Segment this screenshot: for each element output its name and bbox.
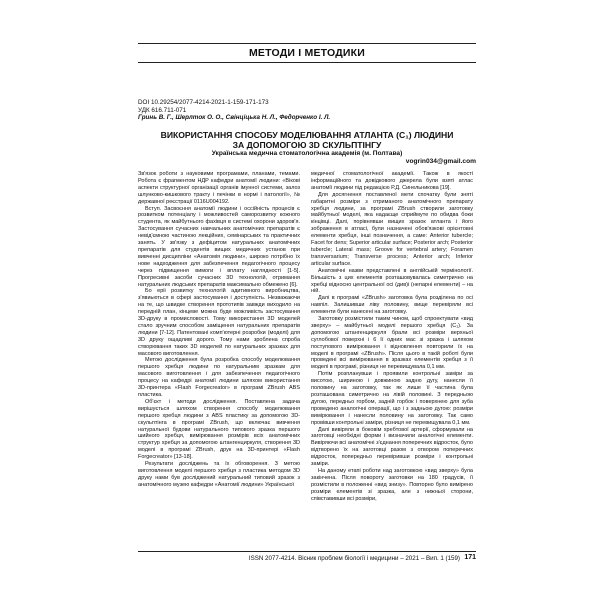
paragraph: На даному етапі роботи над заготовкою «вид зверху» була закінчена. Після повороту заготовки на 180 градусів, її розмістили в положенні «вид знизу». Повторно було вимірено розміри елементів зі зразка, але з нижньої сторони, співставивши всі розміри, xyxy=(311,467,473,502)
paragraph: Результати досліджень та їх обговорення. З метою виготовлення моделі першого хребця з пластика методом 3D друку нами був досліджений натуральний типовий зразок з анатомічного музею кафедри «Анатомії людини» Української xyxy=(138,461,300,488)
right-text-column xyxy=(311,171,473,549)
paragraph: Заготовку розмістили таким чином, щоб спроектувати «вид зверху» – майбутньої моделі першого хребця (C₁). За допомогою штангенциркуля брали всі розміри верхньої суглобової поверхні і 6 її одних мас зі зразка і шляхом поступового вимірювання і відновлення повторили їх на моделі в програмі «ZBrush». Після цього в такій роботі були проведені всі вимірювання в зразках елементів хребця з її моделі в програмі, різниця не перевищувала 0,1 мм. xyxy=(311,316,473,371)
article-title-line-2: ЗА ДОПОМОГОЮ 3D СКУЛЬПТІНГУ xyxy=(232,140,382,150)
footer-divider xyxy=(138,551,476,552)
paragraph: Для досягнення поставленої мети спочатку були зняті габаритні розміри з отриманого анатомічного препарату хребця людини, за програмі ZBrush створили заготовку майбутньої моделі, яка надаєще сприймуте по обидва боки кінцівці. Далі, порівнявши вищих зразок атланта і його зображення в атласі, були назначені обов'язкові орієнтовні елементи хребця, інші позначення, а саме: Anterior tubercle; Facet for dens; Superior articular surface; Posterior arch; Posterior tubercle; Lateral mass; Groove for vertebral artery; Foramen transversarium; Transverse process; Anterior arch; Inferior articular surface. xyxy=(311,191,473,267)
article-title xyxy=(138,130,476,150)
article-title-line-1: ВИКОРИСТАННЯ СПОСОБУ МОДЕЛЮВАННЯ АТЛАНТА (C₁) ЛЮДИНИ xyxy=(160,130,454,140)
paragraph: Далі в програмі «ZBrush» заготовка була розділена по осі навпіл. Залишивши ліву половину, вище перевіряли всі елементи були нанесені на заготовку. xyxy=(311,295,473,316)
paragraph: Зв'язок роботи з науковими програмами, планами, темами. Робота є фрагментом НДР кафедри анатомії людини: «Вікові аспекти структурної організації органів імунної системи, залоз шлунково-кишкового тракту і печінки в нормі і патології», № державної реєстрації 0116U004192. xyxy=(138,171,300,205)
paragraph: Метою дослідження була розробка способу моделювання першого хребця людини по натуральним зразкам для масового виготовлення і для забезпечення педагогічного процесу на кафедрі анатомії людини шляхом використання 3D-принтера «Flash Forgecreator» в програмі ZBrush ABS пластика. xyxy=(138,357,300,398)
author-email[interactable]: vogrin034@gmail.com xyxy=(405,158,476,165)
journal-citation: ISSN 2077-4214. Вісник проблем біології і медицини – 2021 – Вип. 1 (159) xyxy=(248,555,460,562)
paragraph: Вступ. Засвоєння анатомії людини і оссійність процесів є розвитком потенціалу і можливостей саморозвитку кожного студента, як майбутнього фахівця в системі охорони здоров'я. Застосування сучасних навчальних анатомічних препаратів є невід'ємною частиною лекційних, семінарських та практичних занять. У зв'язку з дефіцитом натуральних анатомічних препаратів для студентів вищих медичних установ при вивченні дисципліни «Анатомія людини», широко потрібно їх нове надходження для забезпечення педагогічного процесу через підвищення вимоги і вплату наглядності [1-5]. Прогресивні засоби сучасних 3D технологій, отримання натуральних людських препаратів максимально обмежено [6]. xyxy=(138,205,300,288)
paragraph: медичної стоматологічної академії. Також в якості інформаційного та довідкового джерела були взяті атлас анатомії людини під редакцією Р.Д. Синельникова [19]. xyxy=(311,171,473,191)
paragraph: Об'єкт і методи дослідження. Поставлена задача вирішується шляхом створення способу моделювання першого хребця людини з ABS пластику за допомогою 3D-скульптінга в програмі ZBrush, що включає вивчення натуральної будови натурального типового зразка першого шийного хребця, вимірювання розмірів всіх анатомічних структур хребця за допомогою штангенциркуля, створення 3D моделі в програмі ZBrush, друк на 3D-принтері «Flash Forgecreator» [13-18]. xyxy=(138,398,300,461)
section-title: МЕТОДИ І МЕТОДИКИ xyxy=(138,43,476,63)
paragraph: Анатомічні назви представлені в англійській термінології. Більшість з цих елементів розташовувалась симетрично на хребці відносно центральної осі (див)і (непарні елементи) – на ній. xyxy=(311,267,473,295)
paragraph: Бо еріі розвитку технологій адитивного виробництва, з'явиьються в сфері застосування і доступність. Незважаючи на те, що швидке створення прототипів завжди виходило на передній план, кінцеве можна буде можливість застосування 3D-друку в промисловості. Тому використання 3D моделей стало зручним способом заміщення натуральних препаратів людини [7-12]. Патентовані комп'ютерні розробки (моделі) для 3D друку ощадливі дорого. Тому нами зроблена спроба створювання таких 3D моделей по натуральних зразках для масового виготовлення. xyxy=(138,288,300,357)
page-number: 171 xyxy=(464,554,476,561)
affiliation: Українська медична стоматологічна академія (м. Полтава) xyxy=(211,150,403,157)
paragraph: Далі вивіряли в боковім хребтової артерії, сформували на заготовці необхідні форми і визначили аналогічні елементи. Вивіряючи всі анатомічні з'єднання поперечних відросток, було відтворено їх на заготовці разом з отвором поперечних відросток, попередньо перевіривши розміри і контрольні заміри. xyxy=(311,426,473,468)
paragraph: Потім розпланувши і проявили контрольні заміри за висотою, шириною і довжиною задню дугу, нанесли її половину на заготовку, так як лише її частина була розташована симетрично на лівій половині. З передньою дугою, передньо горбом, задній горбок і поверхнею для зуба проведено аналогічні операції, що і з задньою дугою: розміри вимірювання і нанесли половину на заготовку. Так само провівши контрольні заміри, різниця не перевищувала 0,1 мм. xyxy=(311,371,473,426)
doi: DOI 10.29254/2077-4214-2021-1-159-171-173 xyxy=(138,99,269,106)
authors: Гринь В. Г., Шерлток О. О., Свінціцька Н. Л., Федорченко І. Л. xyxy=(138,114,331,122)
article-meta xyxy=(138,99,476,122)
left-text-column xyxy=(138,171,300,549)
udk: УДК 616.711-071 xyxy=(138,106,187,114)
